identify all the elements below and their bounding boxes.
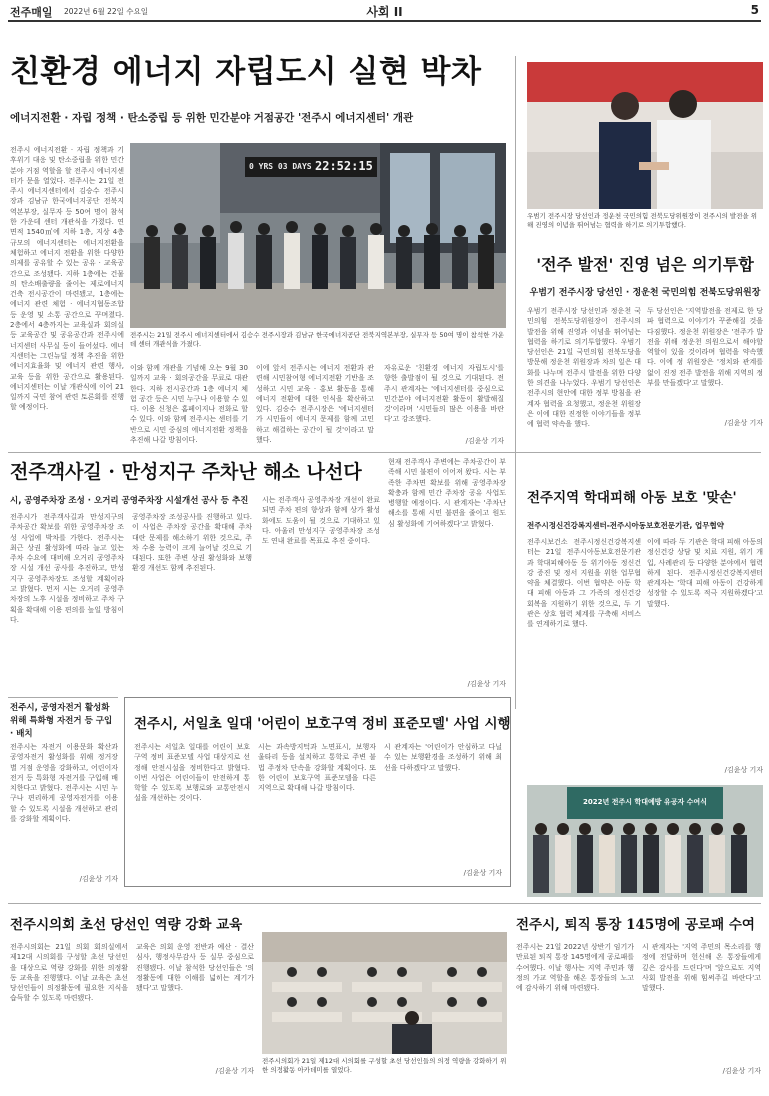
article3-body-col1: 전주시가 전주객사길과 만성지구의 주차공간 확보를 위한 공영주차장 조성 사업에 박차를 가한다. 전주시는 최근 상권 활성화에 따라 늘고 있는 주차 수요에 대비해 오거리 공영주차장 시설 개선 공사를 추진하고, 만성지구 공영주차장도 조성할 계획이라고 밝혔다. 먼저 시는 오거리 공영주차장의 노후 시설을 정비하고 주차 구획을 확대해 이용 편의를 높일 방침이다.: [10, 513, 124, 624]
article7-photo-caption: 전주시의회가 21일 제12대 시의회를 구성할 초선 당선인들의 의정 역량을 강화하기 위한 의정활동 아카데미를 열었다.: [262, 1057, 507, 1074]
article7-byline: /김윤상 기자: [215, 1067, 254, 1075]
page-number: 5: [750, 3, 759, 17]
article7-body-col2: 교육은 의회 운영 전반과 예산 · 결산 심사, 행정사무감사 등 실무 중심으로 진행됐다. 이날 참석한 당선인들은 '의정활동에 대한 이해를 넓히는 계기가 됐다'고 말했다.: [136, 943, 254, 993]
article2-photo-caption: 우범기 전주시장 당선인과 정운천 국민의힘 전북도당위원장이 전주시의 발전을 위해 진영의 이념을 뛰어넘는 협력을 하기로 의기투합했다.: [527, 212, 758, 229]
article1-body-col4: 자유로운 '친환경 에너지 자립도시'를 향한 출발점이 될 것으로 기대된다. 전주시 관계자는 '에너지센터를 중심으로 민간분야 에너지전환 활동이 활발해질 것'이라며 '시민들의 많은 이용을 바란다'고 강조했다.: [384, 364, 504, 424]
issue-date: 2022년 6월 22일 수요일: [64, 7, 149, 16]
bottom-divider: [8, 903, 761, 904]
article8-headline: 전주시, 퇴직 통장 145명에 공로패 수여: [516, 917, 755, 933]
article5-byline: /김윤상 기자: [79, 875, 118, 883]
article3-body-col4: 현재 전주객사 주변에는 주차공간이 부족해 시민 불편이 이어져 왔다. 시는 부족한 주차면 확보를 위해 공영주차장 확충과 함께 민간 주차장 공유 사업도 병행할 예정이다. 시 관계자는 '주차난 해소를 통해 시민 불편을 줄이고 원도심 활성화에 기여하겠다'고 밝혔다.: [388, 458, 506, 528]
clock-time-display: 22:52:15: [315, 159, 373, 173]
ceremony-banner-text: 2022년 전주시 학대예방 유공자 수여식: [583, 798, 707, 806]
article6-headline: 전주시, 서일초 일대 '어린이 보호구역 정비 표준모델' 사업 시행: [134, 716, 511, 732]
article4-body-col1: 전주시보건소 전주시정신건강복지센터는 21일 전주시아동보호전문기관과 학대피해아동 등 위기아동 정신건강 증진 및 정서 지원을 위한 업무협약을 체결했다. 이번 협약은 아동 학대 피해 아동과 그 가족의 정신건강 회복을 지원하기 위한 것으로, 두 기관은 상호 협력 체계를 구축해 서비스를 연계하기로 했다.: [527, 538, 641, 629]
section-divider: [8, 452, 761, 453]
article1-byline: /김윤상 기자: [465, 437, 504, 445]
article3-headline: 전주객사길 · 만성지구 주차난 해소 나선다: [10, 461, 362, 483]
article3-subhead: 시, 공영주차장 조성 · 오거리 공영주차장 시설개선 공사 등 추진: [10, 496, 249, 506]
article2-headline: '전주 발전' 진영 넘은 의기투합: [536, 255, 754, 274]
article1-subhead: 에너지전환 · 자립 정책 · 탄소중립 등 위한 민간분야 거점공간 '전주시 에너지센터' 개관: [10, 112, 414, 124]
article1-body-col2: 이와 함께 개관을 기념해 오는 9월 30일까지 교육 · 회의공간을 무료로 대관한다. 지하 전시공간과 1층 에너지 체험 공간 등은 시민 누구나 이용할 수 있다. 이용 신청은 홈페이지나 전화로 할 수 있다. 이와 함께 전주시는 센터를 기반으로 시민 중심의 에너지전환 정책을 추진해 나갈 방침이다.: [130, 364, 248, 445]
article4-headline: 전주지역 학대피해 아동 보호 '맞손': [527, 490, 737, 506]
article5-top-rule: [8, 697, 118, 698]
article2-byline: /김윤상 기자: [724, 419, 763, 427]
paper-name: 전주매일: [10, 6, 53, 19]
clock-date-display: 0 YRS 03 DAYS: [249, 162, 312, 171]
handshake-photo: [527, 62, 763, 209]
article8-body-col1: 전주시는 21일 2022년 상반기 임기가 만료된 퇴직 통장 145명에게 공로패를 수여했다. 이날 행사는 지역 주민과 행정의 가교 역할을 해온 통장들의 노고에 감사하기 위해 마련됐다.: [516, 943, 634, 993]
article2-body-col1: 우범기 전주시장 당선인과 정운천 국민의힘 전북도당위원장이 전주시의 발전을 위해 진영과 이념을 뛰어넘는 협력을 하기로 의기투합했다. 우범기 당선인은 21일 국민의힘 전북도당을 방문해 정운천 위원장과 차의 잎은 대화를 나누며 전주시 발전을 위한 다양한 의견을 나누었다. 우범기 당선인은 전주시의 현안에 대한 정부 방침을 관계자 협력을 요청했고, 정운천 위원장은 이에 대한 진정한 이야기들을 정부에 협력 약속을 했다.: [527, 307, 641, 429]
article1-body-col1: 전주시 에너지전환 · 자립 정책과 기후위기 대응 및 탄소중립을 위한 민간분야 거점 역할을 할 전주시 에너지센터가 문을 열었다. 전주시는 21일 전주시 에너지센터에서 김승수 전주시장과 김남규 한국에너지공단 전북지역본부장, 실무자 등 50여 명이 참석한 가운데 센터 개관식을 가졌다. 연면적 1540㎡에 지하 1층, 지상 4층 규모의 에너지센터는 에너지전환을 체험하고 에너지 전환을 위한 다양한 의제를 공유할 수 있는 공유 · 교육공간으로 조성됐다. 지하 1층에는 건물의 탄소배출량을 줄이는 제로에너지건축 전시공간이 마련됐고, 1층에는 에너지 관련 체험 · 에너지협동조합 등 운영 및 소통 공간으로 꾸며졌다. 2층에서 4층까지는 교육실과 회의실 등 교육공간 및 공유공간과 전주시에너지센터 사무실 등이 들어섰다. 에너지센터는 그린뉴딜 정책 추진을 위한 에너지효율화 및 에너지 관련 행사, 교육 등을 위한 공간으로 활용된다. 에너지센터는 이날 개관식에 이어 21일까지 국민 참여 관련 토론회를 진행할 예정이다.: [10, 146, 124, 412]
article4-photo: [527, 785, 763, 897]
masthead: [0, 0, 769, 22]
column-divider: [515, 56, 516, 709]
article4-subhead: 전주시정신건강복지센터-전주시아동보호전문기관, 업무협약: [527, 521, 724, 530]
people-group: [130, 213, 506, 328]
article1-photo-caption: 전주시는 21일 전주시 에너지센터에서 김승수 전주시장과 김남규 한국에너지공단 전북지역본부장, 실무자 등 50여 명이 참석한 가운데 센터 개관식을 가졌다.: [130, 331, 505, 348]
council-education-photo: [262, 932, 507, 1054]
article2-body-col2: 두 당선인은 '지역발전을 전제로 한 당파 협력으로 이야기가 꾸준해질 것을 다짐했다. 정운천 위원장은 '전주가 발전을 위해 정운천 의원으로서 해야할 역할이 있을 것이라며 협력을 약속했다. 이에 정 위원장은 '정치와 관계를 없이 진정 전주 발전을 위해 지역의 정부를 만들겠다'고 말했다.: [647, 307, 763, 388]
article4-body-col2: 이에 따라 두 기관은 학대 피해 아동의 정신건강 상담 및 치료 지원, 위기 개입, 사례관리 등 다양한 분야에서 협력하게 된다. 전주시정신건강복지센터 관계자는 '학대 피해 아동이 건강하게 성장할 수 있도록 적극 지원하겠다'고 말했다.: [647, 538, 763, 608]
masthead-rule: [8, 20, 761, 22]
article6-body-col3: 시 관계자는 '어린이가 안심하고 다닐 수 있는 보행환경을 조성하기 위해 최선을 다하겠다'고 말했다.: [384, 743, 502, 772]
article1-photo: [130, 143, 506, 328]
article3-byline: /김윤상 기자: [467, 680, 506, 688]
article1-body-col3: 이에 앞서 전주시는 에너지 전환과 관련해 시민참여형 에너지전환 기반을 조성하고 시민 교육 · 홍보 활동을 통해 에너지 전환에 대한 인식을 확산하고 있다. 김승수 전주시장은 '에너지센터가 시민들이 에너지 문제를 함께 고민하고 해결하는 공간이 될 것'이라고 말했다.: [256, 364, 374, 445]
article8-body-col2: 시 관계자는 '지역 주민의 목소리를 행정에 전달하며 헌신해 온 통장들에게 깊은 감사를 드린다'며 '앞으로도 지역사회 발전을 위해 힘써주길 바란다'고 말했다.: [642, 943, 761, 993]
article3-body-col3: 시는 전주객사 공영주차장 개선이 완료되면 주차 편의 향상과 함께 상가 활성화에도 도움이 될 것으로 기대하고 있다. 아울러 만성지구 공영주차장 조성도 연내 완료를 목표로 추진 중이다.: [262, 496, 380, 546]
article2-photo: [527, 62, 763, 209]
article5-headline: 전주시, 공영자전거 활성화 위해 특화형 자전거 등 구입 · 배치: [10, 703, 113, 739]
section-label: 사회 II: [366, 5, 403, 19]
article8-byline: /김윤상 기자: [722, 1067, 761, 1075]
article7-photo: [262, 932, 507, 1054]
article4-byline: /김윤상 기자: [724, 766, 763, 774]
article7-headline: 전주시의회 초선 당선인 역량 강화 교육: [10, 917, 243, 933]
article3-body-col2: 공영주차장 조성공사를 진행하고 있다. 이 사업은 주차장 공간을 확대해 주차 대란 문제를 해소하기 위한 것으로, 주차 수용 능력이 크게 늘어날 것으로 기대된다. 또한 주변 상권 활성화와 보행환경 개선도 함께 추진된다.: [132, 513, 252, 573]
article6-byline: /김윤상 기자: [463, 869, 502, 877]
article6-body-col2: 시는 과속방지턱과 노면표시, 보행자 울타리 등을 설치하고 통학로 주변 불법 주정차 단속을 강화할 계획이다. 또한 어린이 보호구역 표준모델을 다른 지역으로 확대해 나갈 방침이다.: [258, 743, 376, 793]
article2-subhead: 우범기 전주시장 당선인 · 정운천 국민의힘 전북도당위원장: [529, 288, 761, 298]
article1-headline: 친환경 에너지 자립도시 실현 박차: [10, 54, 482, 90]
article6-body-col1: 전주시는 서일초 일대를 어린이 보호구역 정비 표준모델 사업 대상지로 선정해 안전시설을 정비한다고 밝혔다. 이번 사업은 어린이들이 안전하게 통학할 수 있도록 보행로와 교통안전시설을 개선하는 것이다.: [134, 743, 250, 803]
article7-body-col1: 전주시의회는 21일 의회 회의실에서 제12대 시의회를 구성할 초선 당선인을 대상으로 역량 강화를 위한 의정활동 교육을 진행했다. 이날 교육은 초선 당선인들이 의정활동에 필요한 지식을 습득할 수 있도록 마련됐다.: [10, 943, 128, 1003]
article5-body: 전주시는 자전거 이용문화 확산과 공영자전거 활성화를 위해 정거장별 거점 운영을 강화하고, 어린이자전거 등 특화형 자전거를 구입해 배치한다고 밝혔다. 전주시는 시민 누구나 편리하게 공영자전거를 이용할 수 있도록 시설을 개선하고 관리를 강화할 계획이다.: [10, 743, 118, 824]
